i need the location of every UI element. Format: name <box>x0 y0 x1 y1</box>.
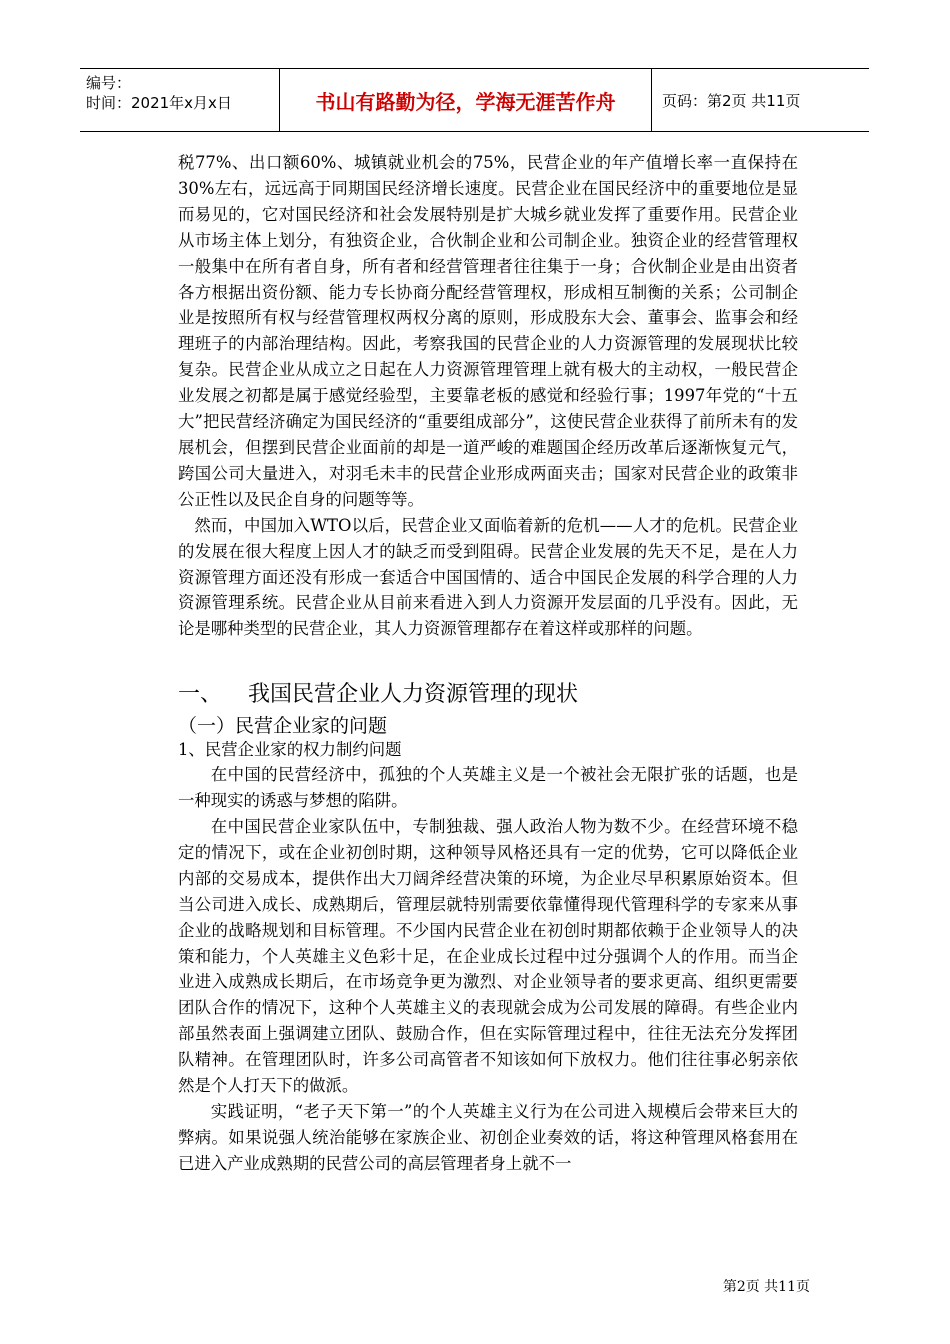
section-paragraph-2: 在中国民营企业家队伍中，专制独裁、强人政治人物为数不少。在经营环境不稳定的情况下，或在企业初创时期，这种领导风格还具有一定的优势，它可以降低企业内部的交易成本，提供作出大刀阔斧经营决策的环境，为企业尽早积累原始资本。但当公司进入成长、成熟期后，管理层就特别需要依靠懂得现代管理科学的专家来从事企业的战略规划和目标管理。不少国内民营企业在初创时期都依赖于企业领导人的决策和能力，个人英雄主义色彩十足，在企业成长过程中过分强调个人的作用。而当企业进入成熟成长期后，在市场竞争更为激烈、对企业领导者的要求更高、组织更需要团队合作的情况下，这种个人英雄主义的表现就会成为公司发展的障碍。有些企业内部虽然表面上强调建立团队、鼓励合作，但在实际管理过程中，往往无法充分发挥团队精神。在管理团队时，许多公司高管者不知该如何下放权力。他们往往事必躬亲依然是个人打天下的做派。 <box>178 817 798 1096</box>
header-date: 时间：2021年x月x日 <box>86 94 232 112</box>
header-motto: 书山有路勤为径，学海无涯苦作舟 <box>280 69 652 131</box>
section-title: 我国民营企业人力资源管理的现状 <box>248 682 579 708</box>
header-page: 页码：第2页 共11页 <box>662 91 801 110</box>
page-header <box>80 68 869 132</box>
section-paragraph-3: 实践证明，“老子天下第一”的个人英雄主义行为在公司进入规模后会带来巨大的弊病。如果说强人统治能够在家族企业、初创企业奏效的话，将这种管理风格套用在已进入产业成熟期的民营公司的高层管理者身上就不一 <box>178 1102 798 1173</box>
document-body <box>178 150 798 1177</box>
page-footer: 第2页 共11页 <box>722 1279 810 1295</box>
section-number: 一、 <box>178 682 223 708</box>
section-heading <box>178 680 798 710</box>
item-title: 1、民营企业家的权力制约问题 <box>178 740 402 760</box>
section-paragraph-1: 在中国的民营经济中，孤独的个人英雄主义是一个被社会无限扩张的话题，也是一种现实的诱惑与梦想的陷阱。 <box>178 765 798 811</box>
paragraph-1: 税77%、出口额60%、城镇就业机会的75%，民营企业的年产值增长率一直保持在30%左右，远远高于同期国民经济增长速度。民营企业在国民经济中的重要地位是显而易见的，它对国民经济和社会发展特别是扩大城乡就业发挥了重要作用。民营企业从市场主体上划分，有独资企业，合伙制企业和公司制企业。独资企业的经营管理权一般集中在所有者自身，所有者和经营管理者往往集于一身；合伙制企业是由出资者各方根据出资份额、能力专长协商分配经营管理权，形成相互制衡的关系；公司制企业是按照所有权与经营管理权两权分离的原则，形成股东大会、董事会、监事会和经理班子的内部治理结构。因此，考察我国的民营企业的人力资源管理的发展现状比较复杂。民营企业从成立之日起在人力资源管理管理上就有极大的主动权，一般民营企业发展之初都是属于感觉经验型，主要靠老板的感觉和经验行事；1997年党的“十五大”把民营经济确定为国民经济的“重要组成部分”，这使民营企业获得了前所未有的发展机会，但摆到民营企业面前的却是一道严峻的难题国企经历改革后逐渐恢复元气，跨国公司大量进入，对羽毛未丰的民营企业形成两面夹击；国家对民营企业的政策非公正性以及民企自身的问题等等。 <box>178 153 798 509</box>
header-meta <box>80 69 280 131</box>
header-number: 编号： <box>86 74 132 92</box>
subsection-heading: （一）民营企业家的问题 <box>178 715 388 738</box>
paragraph-2: 然而，中国加入WTO以后，民营企业又面临着新的危机——人才的危机。民营企业的发展在很大程度上因人才的缺乏而受到阻碍。民营企业发展的先天不足，是在人力资源管理方面还没有形成一套适合中国国情的、适合中国民企发展的科学合理的人力资源管理系统。民营企业从目前来看进入到人力资源开发层面的几乎没有。因此，无论是哪种类型的民营企业，其人力资源管理都存在着这样或那样的问题。 <box>178 515 798 639</box>
